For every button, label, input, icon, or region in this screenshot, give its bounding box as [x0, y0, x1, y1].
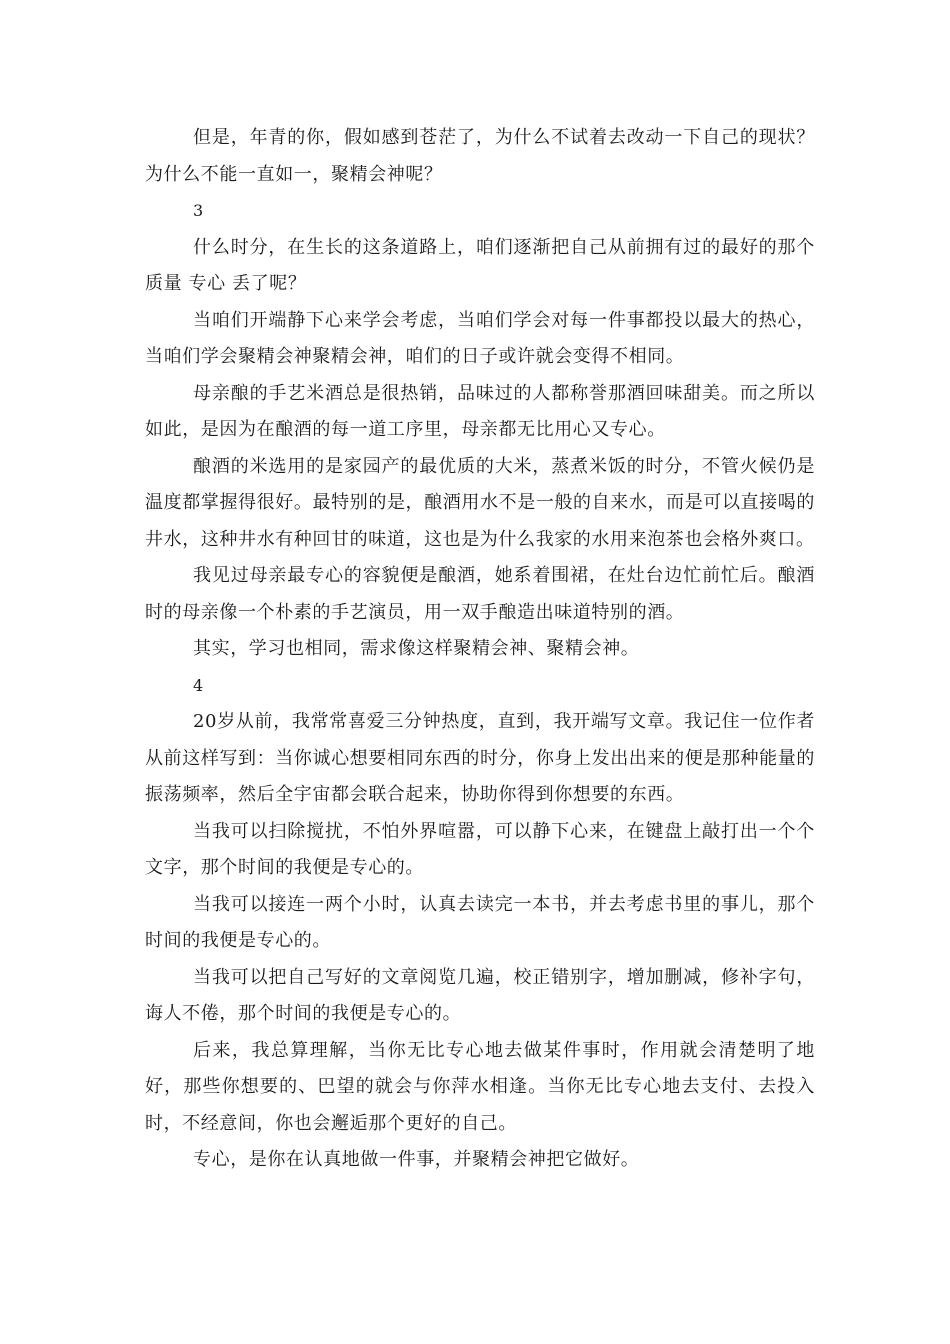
- paragraph: 当咱们开端静下心来学会考虑，当咱们学会对每一件事都投以最大的热心，当咱们学会聚精会神聚精会神，咱们的日子或许就会变得不相同。: [145, 309, 815, 367]
- section-number: 3: [193, 201, 204, 220]
- paragraph: 当我可以扫除搅扰，不怕外界喧嚣，可以静下心来，在键盘上敲打出一个个文字，那个时间的我便是专心的。: [145, 820, 815, 878]
- paragraph: 但是，年青的你，假如感到苍茫了，为什么不试着去改动一下自己的现状？为什么不能一直如一，聚精会神呢？: [145, 127, 815, 185]
- paragraph: 其实，学习也相同，需求像这样聚精会神、聚精会神。: [193, 638, 640, 659]
- paragraph: 当我可以接连一两个小时，认真去读完一本书，并去考虑书里的事儿，那个时间的我便是专心的。: [145, 893, 815, 951]
- paragraph: 酿酒的米选用的是家园产的最优质的大米，蒸煮米饭的时分，不管火候仍是温度都掌握得很好。最特别的是，酿酒用水不是一般的自来水，而是可以直接喝的井水，这种井水有种回甘的味道，这也是为什么我家的水用来泡茶也会格外爽口。: [145, 455, 815, 550]
- paragraph: 当我可以把自己写好的文章阅览几遍，校正错别字，增加删减，修补字句，诲人不倦，那个时间的我便是专心的。: [145, 966, 815, 1024]
- paragraph: 我见过母亲最专心的容貌便是酿酒，她系着围裙，在灶台边忙前忙后。酿酒时的母亲像一个朴素的手艺演员，用一双手酿造出味道特别的酒。: [145, 565, 815, 623]
- document-page: [145, 120, 815, 1179]
- paragraph: 后来，我总算理解，当你无比专心地去做某件事时，作用就会清楚明了地好，那些你想要的、巴望的就会与你萍水相逢。当你无比专心地去支付、去投入时，不经意间，你也会邂逅那个更好的自己。: [145, 1039, 815, 1134]
- paragraph: 母亲酿的手艺米酒总是很热销，品味过的人都称誉那酒回味甜美。而之所以如此，是因为在酿酒的每一道工序里，母亲都无比用心又专心。: [145, 382, 815, 440]
- paragraph: 专心，是你在认真地做一件事，并聚精会神把它做好。: [193, 1149, 640, 1170]
- section-number: 4: [193, 675, 204, 695]
- paragraph: 什么时分，在生长的这条道路上，咱们逐渐把自己从前拥有过的最好的那个质量 专心 丢了呢？: [145, 236, 815, 294]
- paragraph: 20岁从前，我常常喜爱三分钟热度，直到，我开端写文章。我记住一位作者从前这样写到：当你诚心想要相同东西的时分，你身上发出出来的便是那种能量的振荡频率，然后全宇宙都会联合起来，协助你得到你想要的东西。: [145, 711, 815, 805]
